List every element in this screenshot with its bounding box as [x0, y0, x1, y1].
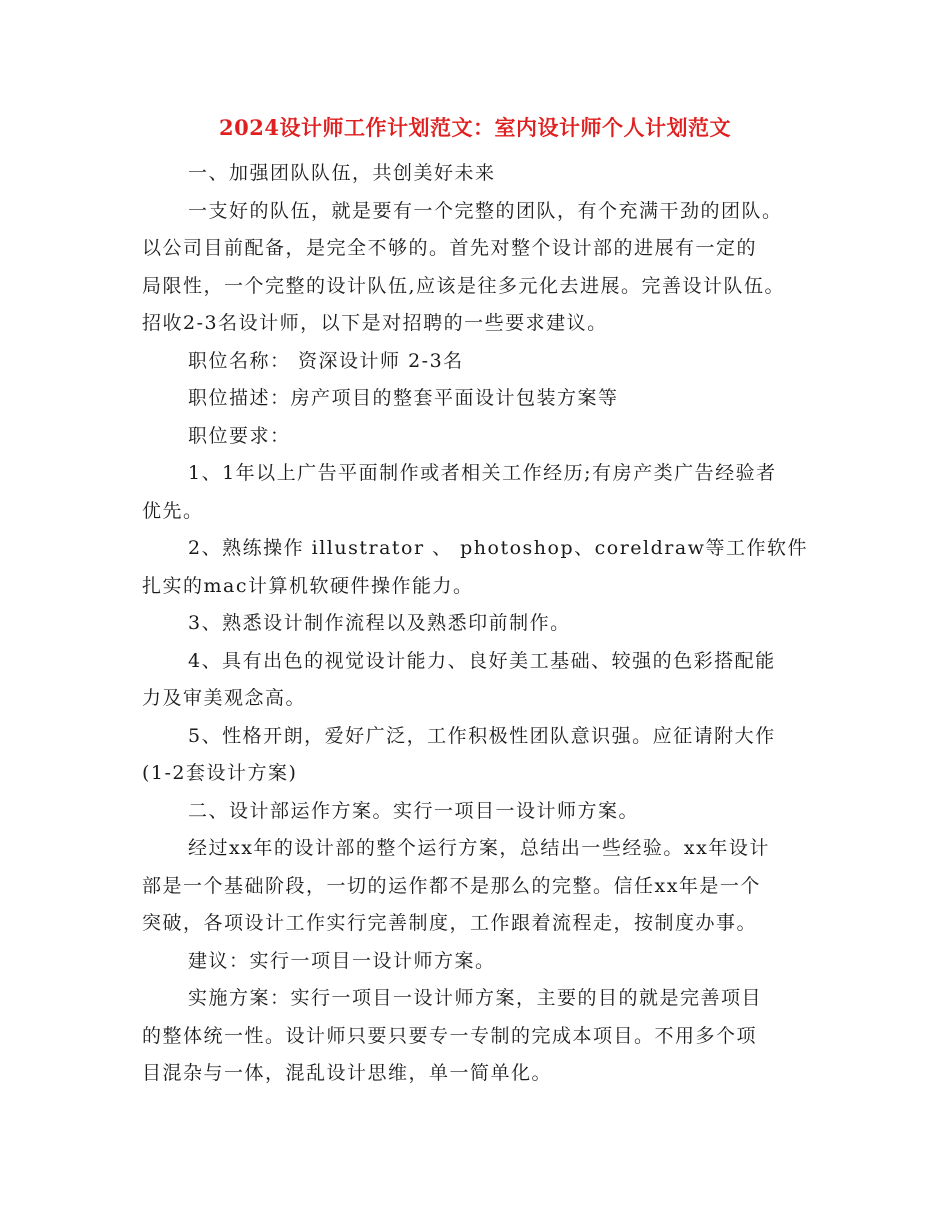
text-line: 3、熟悉设计制作流程以及熟悉印前制作。 [188, 612, 571, 634]
text-line: 局限性，一个完整的设计队伍,应该是往多元化去进展。完善设计队伍。 [142, 274, 786, 297]
text-line: 目混杂与一体，混乱设计思维，单一简单化。 [142, 1062, 553, 1084]
text-line: 职位描述：房产项目的整套平面设计包装方案等 [188, 387, 619, 409]
text-line: 一、加强团队队伍，共创美好未来 [188, 162, 496, 184]
document-title: 2024设计师工作计划范文：室内设计师个人计划范文 [219, 115, 731, 140]
text-line: 扎实的mac计算机软硬件操作能力。 [142, 574, 474, 597]
text-line: 优先。 [142, 499, 204, 522]
text-line: (1-2套设计方案) [142, 762, 298, 784]
text-line: 1、1年以上广告平面制作或者相关工作经历;有房产类广告经验者 [188, 462, 777, 484]
text-line: 实施方案：实行一项目一设计师方案，主要的目的就是完善项目 [188, 987, 763, 1009]
text-line: 5、性格开朗，爱好广泛，工作积极性团队意识强。应征请附大作 [188, 724, 776, 747]
text-line: 二、设计部运作方案。实行一项目一设计师方案。 [188, 799, 640, 822]
text-line: 经过xx年的设计部的整个运行方案，总结出一些经验。xx年设计 [188, 837, 770, 859]
text-line: 一支好的队伍，就是要有一个完整的团队，有个充满干劲的团队。 [188, 199, 783, 222]
text-line: 部是一个基础阶段，一切的运作都不是那么的完整。信任xx年是一个 [142, 874, 761, 897]
text-line: 的整体统一性。设计师只要只要专一专制的完成本项目。不用多个项 [142, 1024, 758, 1047]
text-line: 2、熟练操作 illustrator 、 photoshop、coreldraw等工作软件 [188, 537, 808, 559]
text-line: 突破，各项设计工作实行完善制度，工作跟着流程走，按制度办事。 [142, 912, 758, 934]
text-line: 建议：实行一项目一设计师方案。 [188, 949, 496, 972]
document-body [142, 155, 822, 1093]
text-line: 4、具有出色的视觉设计能力、良好美工基础、较强的色彩搭配能 [188, 649, 776, 672]
text-line: 职位要求： [188, 424, 291, 447]
text-line: 招收2-3名设计师，以下是对招聘的一些要求建议。 [142, 312, 608, 334]
text-line: 职位名称： 资深设计师 2-3名 [188, 349, 464, 372]
text-line: 以公司目前配备，是完全不够的。首先对整个设计部的进展有一定的 [142, 237, 758, 259]
text-line: 力及审美观念高。 [142, 687, 307, 709]
